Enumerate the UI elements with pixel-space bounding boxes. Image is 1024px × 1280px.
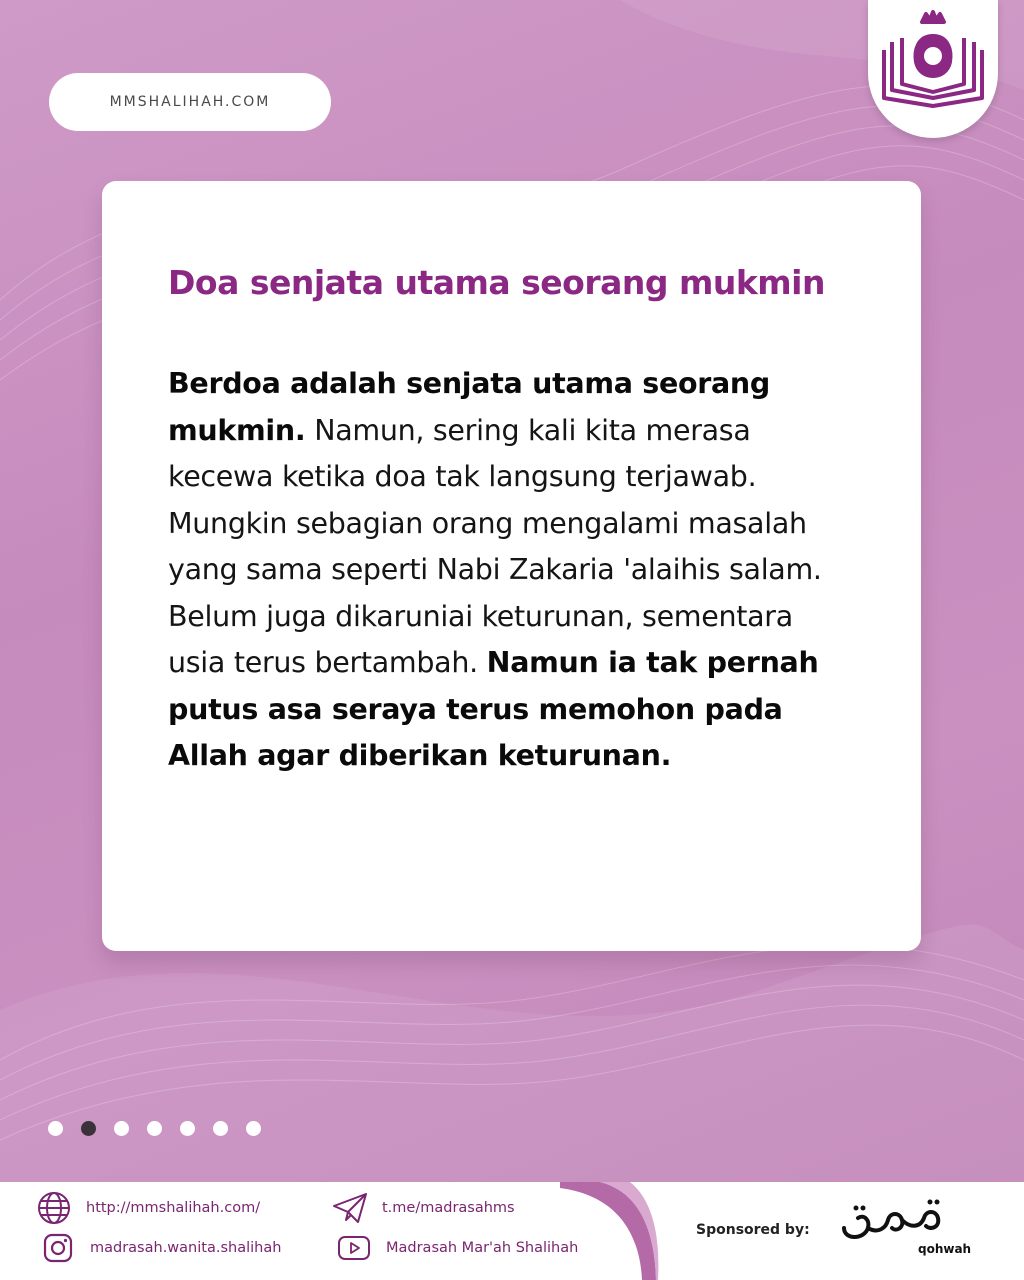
globe-icon bbox=[36, 1190, 72, 1226]
youtube-channel[interactable]: Madrasah Mar'ah Shalihah bbox=[386, 1240, 579, 1256]
instagram-icon bbox=[40, 1230, 76, 1266]
page-dot[interactable] bbox=[180, 1121, 195, 1136]
footer-instagram[interactable] bbox=[40, 1230, 281, 1266]
sponsor-name: qohwah bbox=[918, 1242, 972, 1256]
page-dot[interactable] bbox=[213, 1121, 228, 1136]
card-body bbox=[168, 361, 858, 780]
body-text: Namun, sering kali kita merasa kecewa ketika doa tak langsung terjawab. Mungkin sebagian orang mengalami masalah yang sama seperti Nabi Zakaria 'alaihis salam. Belum juga dikaruniai keturunan, sementara usia terus bertambah. bbox=[168, 413, 822, 679]
page-dot[interactable] bbox=[147, 1121, 162, 1136]
madrasah-logo-badge bbox=[868, 0, 998, 138]
telegram-link[interactable]: t.me/madrasahms bbox=[382, 1200, 515, 1216]
site-url-pill[interactable] bbox=[49, 73, 331, 131]
footer-website[interactable] bbox=[36, 1190, 260, 1226]
page-dot[interactable] bbox=[246, 1121, 261, 1136]
site-url-label: MMSHALIHAH.COM bbox=[109, 94, 271, 110]
website-link[interactable]: http://mmshalihah.com/ bbox=[86, 1200, 261, 1216]
body-bold-intro: Berdoa adalah senjata utama seorang mukmin. bbox=[168, 367, 771, 447]
page-dot[interactable] bbox=[114, 1121, 129, 1136]
madrasah-logo-icon bbox=[876, 10, 990, 120]
telegram-icon bbox=[332, 1190, 368, 1226]
pagination-dots bbox=[48, 1121, 261, 1136]
footer-youtube[interactable] bbox=[336, 1230, 578, 1266]
youtube-icon bbox=[336, 1230, 372, 1266]
content-card bbox=[102, 181, 921, 951]
page-dot-active[interactable] bbox=[81, 1121, 96, 1136]
card-title: Doa senjata utama seorang mukmin bbox=[168, 263, 825, 302]
page-dot[interactable] bbox=[48, 1121, 63, 1136]
instagram-handle[interactable]: madrasah.wanita.shalihah bbox=[90, 1240, 282, 1256]
sponsor-label: Sponsored by: bbox=[696, 1222, 810, 1238]
footer-telegram[interactable] bbox=[332, 1190, 515, 1226]
body-bold-closing: Namun ia tak pernah putus asa seraya terus memohon pada Allah agar diberikan keturunan. bbox=[168, 646, 819, 772]
qohwah-logo bbox=[838, 1198, 950, 1246]
footer-bar bbox=[0, 1182, 1024, 1280]
